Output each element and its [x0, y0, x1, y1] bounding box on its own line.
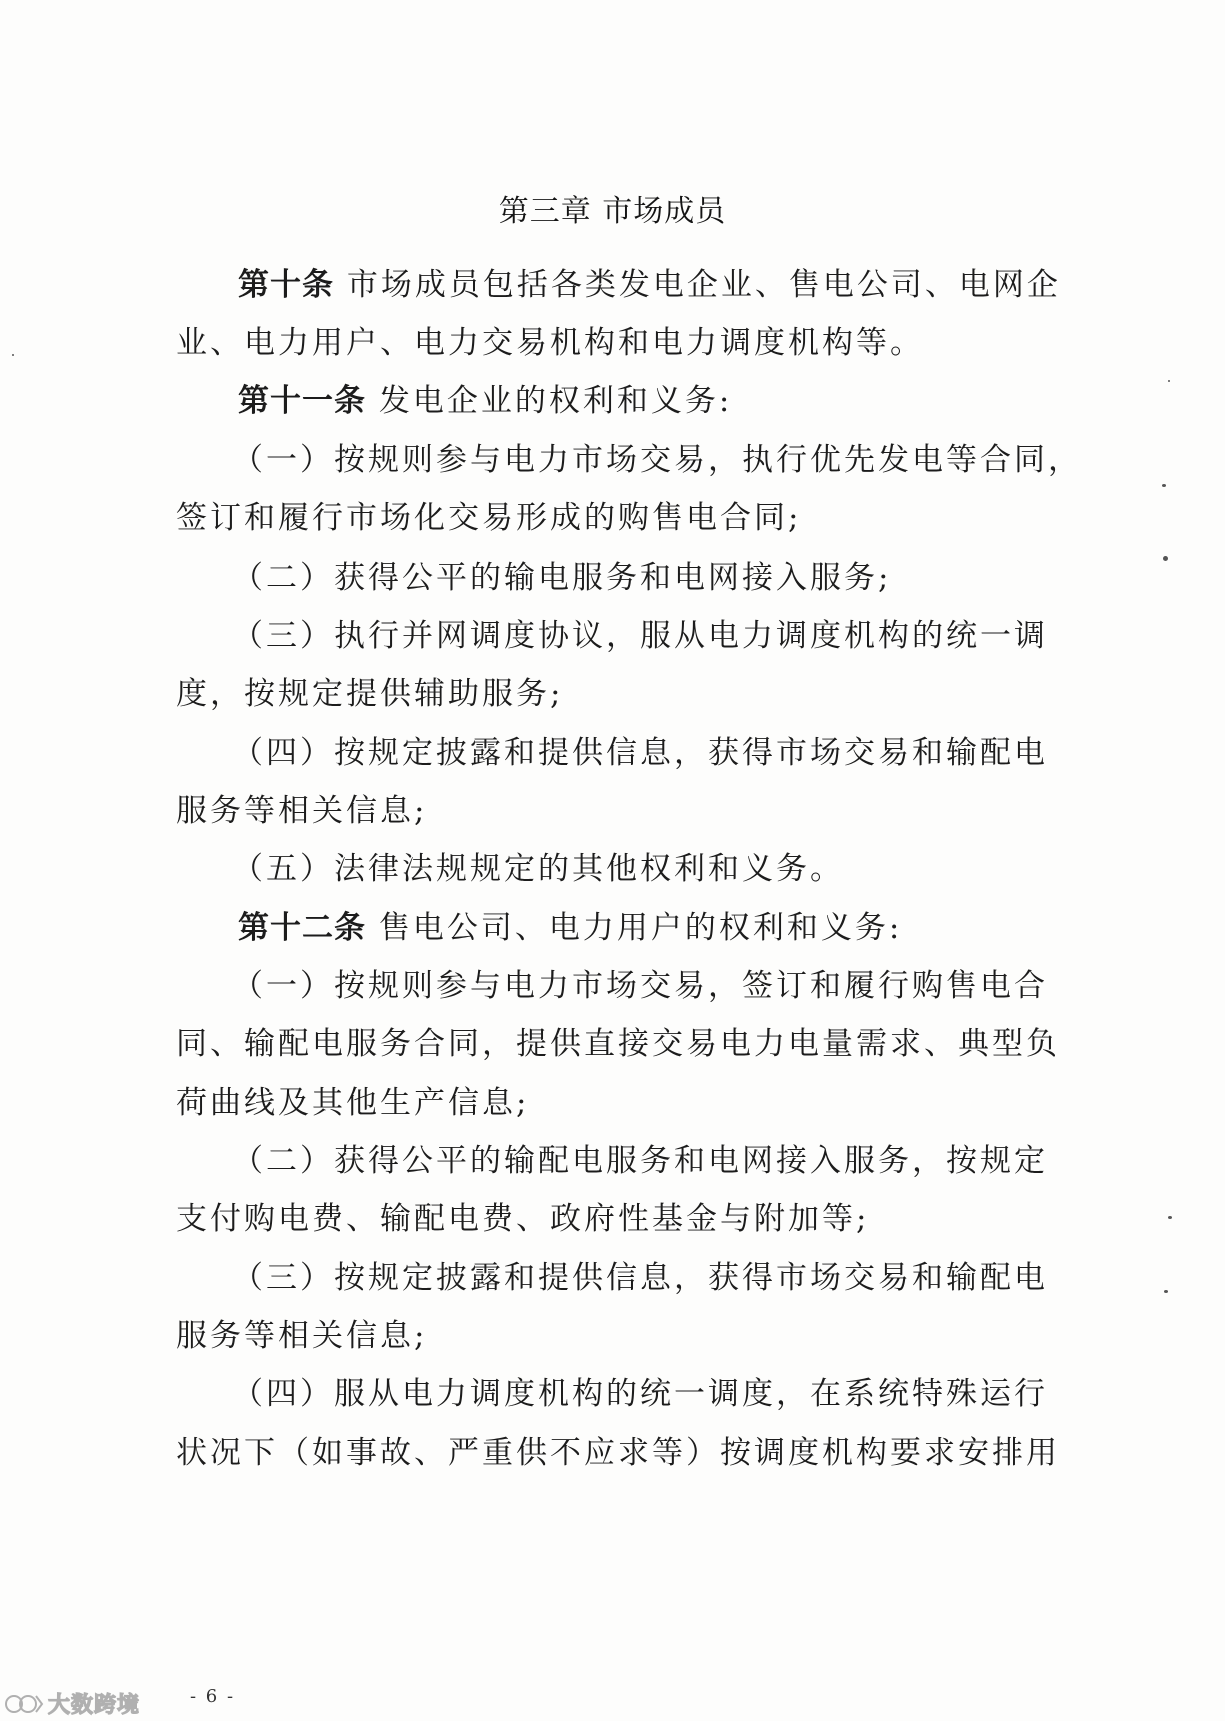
- line-text: （四）按规定披露和提供信息，获得市场交易和输配电: [232, 735, 1048, 771]
- text-line: [232, 552, 891, 597]
- scan-speck: [1164, 1290, 1168, 1293]
- text-line: [176, 1427, 1060, 1472]
- text-line: [176, 1193, 869, 1238]
- line-text: （二）获得公平的输配电服务和电网接入服务，按规定: [232, 1143, 1048, 1179]
- article-heading: 第十条: [238, 267, 334, 303]
- line-text: （三）按规定披露和提供信息，获得市场交易和输配电: [232, 1260, 1048, 1296]
- text-line: [232, 610, 1048, 655]
- line-text: 荷曲线及其他生产信息;: [176, 1085, 530, 1121]
- line-text: 度，按规定提供辅助服务;: [176, 676, 564, 712]
- scan-speck: [12, 354, 14, 356]
- text-line: [232, 1368, 1048, 1413]
- watermark: [4, 1688, 140, 1719]
- line-text: 市场成员包括各类发电企业、售电公司、电网企: [334, 267, 1061, 303]
- text-line: [232, 1135, 1048, 1180]
- text-line: [232, 960, 1048, 1005]
- chapter-title: 第三章 市场成员: [498, 194, 727, 229]
- text-line: [232, 1252, 1048, 1297]
- line-text: 服务等相关信息;: [176, 793, 428, 829]
- scan-speck: [1163, 556, 1168, 561]
- watermark-logo-icon: [4, 1691, 44, 1717]
- watermark-text: 大数跨境: [48, 1693, 141, 1718]
- line-text: （三）执行并网调度协议，服从电力调度机构的统一调: [232, 618, 1048, 654]
- text-line: [176, 668, 563, 713]
- line-text: 服务等相关信息;: [176, 1318, 428, 1354]
- article-heading: 第十一条: [238, 383, 366, 419]
- line-text: 售电公司、电力用户的权利和义务:: [366, 910, 903, 946]
- line-text: 签订和履行市场化交易形成的购售电合同;: [176, 500, 802, 536]
- line-text: 发电企业的权利和义务:: [366, 383, 733, 419]
- text-line: [176, 1018, 1060, 1063]
- text-line: [176, 785, 427, 830]
- line-text: （四）服从电力调度机构的统一调度，在系统特殊运行: [232, 1376, 1048, 1412]
- line-text: 支付购电费、输配电费、政府性基金与附加等;: [176, 1201, 870, 1237]
- article-heading: 第十二条: [238, 910, 366, 946]
- line-text: （一）按规则参与电力市场交易，签订和履行购售电合: [232, 968, 1048, 1004]
- text-line: [238, 902, 902, 947]
- text-line: [176, 317, 924, 362]
- scan-speck: [1162, 484, 1166, 487]
- line-text: 同、输配电服务合同，提供直接交易电力电量需求、典型负: [176, 1026, 1060, 1062]
- text-line: [176, 1310, 427, 1355]
- text-line: [176, 1077, 529, 1122]
- text-line: [238, 375, 732, 420]
- line-text: 状况下（如事故、严重供不应求等）按调度机构要求安排用: [176, 1435, 1060, 1471]
- text-line: [232, 727, 1048, 772]
- scan-speck: [1168, 1216, 1172, 1219]
- scan-speck: [1168, 380, 1170, 382]
- line-text: （五）法律法规规定的其他权利和义务。: [232, 851, 844, 887]
- line-text: （二）获得公平的输电服务和电网接入服务;: [232, 560, 892, 596]
- text-line: [238, 259, 1061, 304]
- line-text: 业、电力用户、电力交易机构和电力调度机构等。: [176, 325, 924, 361]
- text-line: [232, 434, 1082, 479]
- line-text: （一）按规则参与电力市场交易，执行优先发电等合同，: [232, 442, 1082, 478]
- page-number: - 6 -: [190, 1686, 236, 1707]
- text-line: [232, 843, 844, 888]
- text-line: [176, 492, 801, 537]
